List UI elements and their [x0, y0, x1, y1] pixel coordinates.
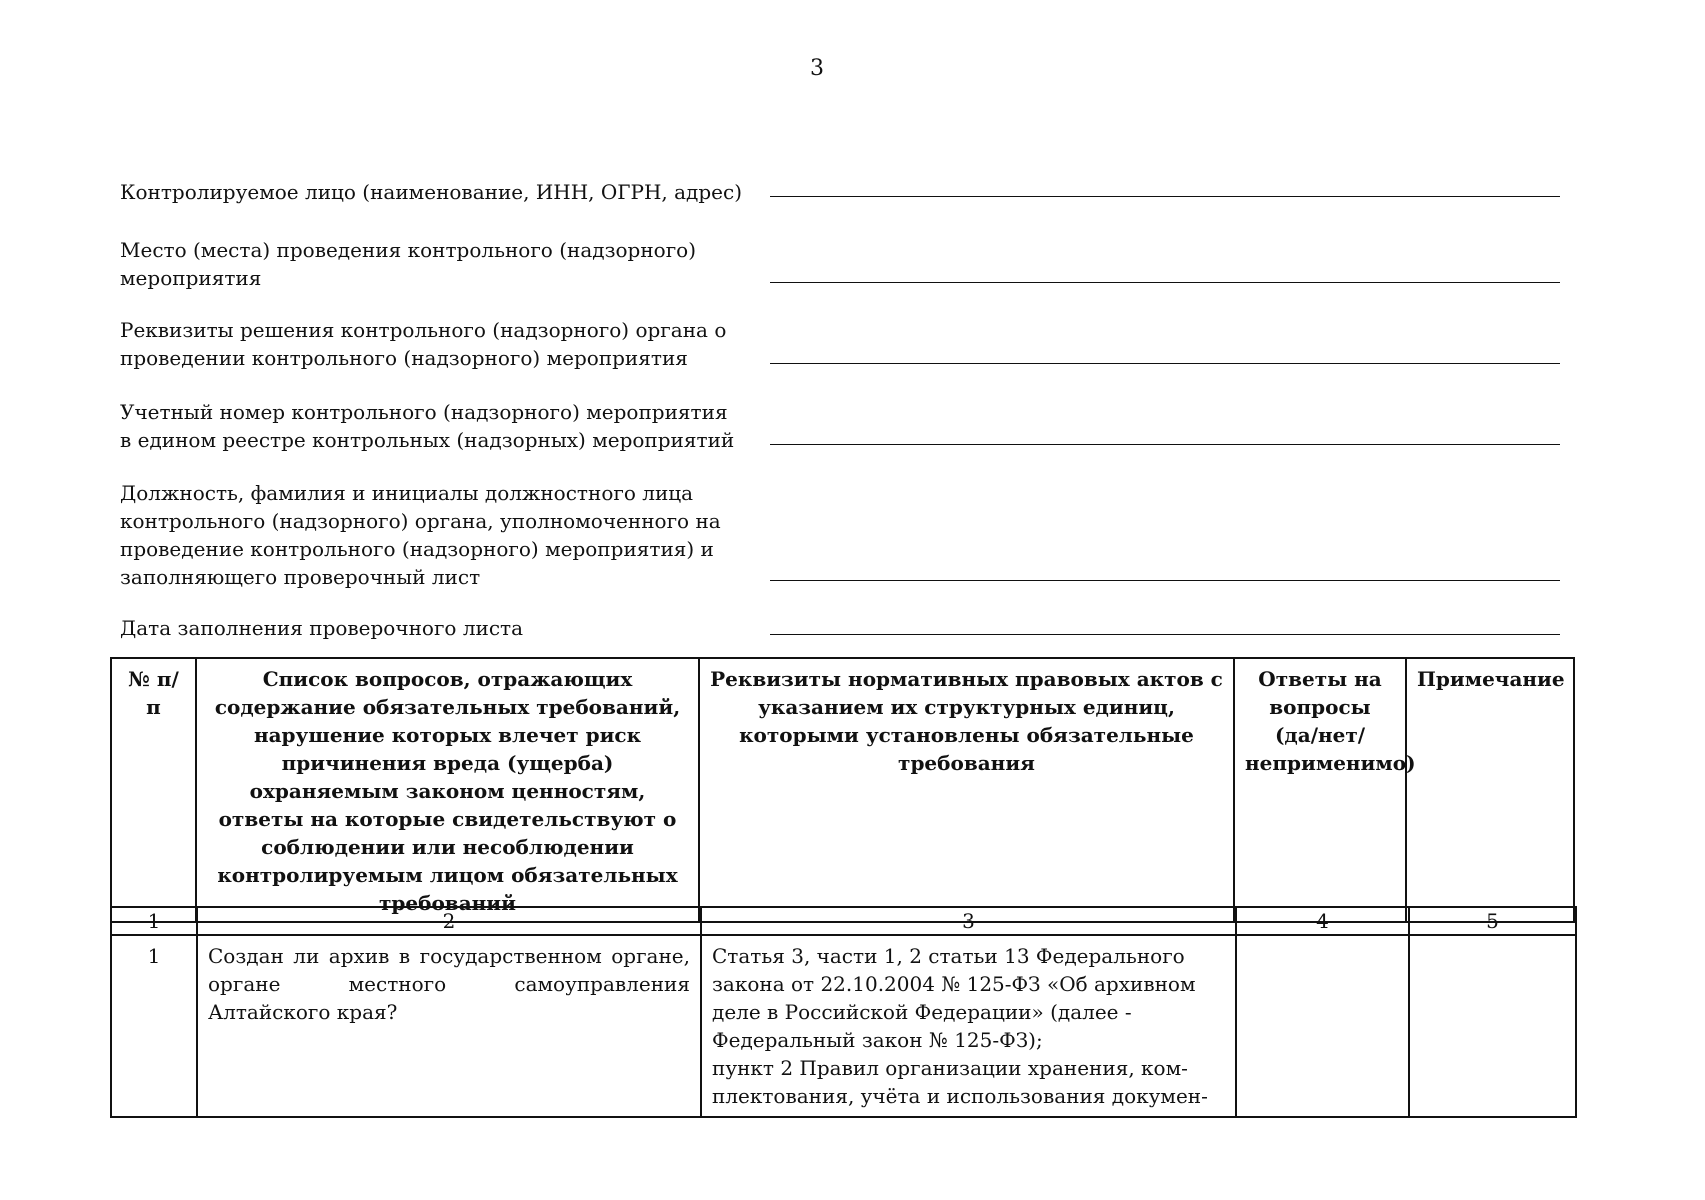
field-fill-date [120, 614, 770, 642]
fill-date-fill-line[interactable] [770, 634, 1560, 635]
checklist-body-table [110, 906, 1577, 1118]
header-number: № п/п [111, 658, 196, 922]
row-legal-acts [701, 935, 1236, 1117]
controlled-person-fill-line[interactable] [770, 196, 1560, 197]
field-label-line: Место (места) проведения контрольного (надзорного) [120, 238, 697, 262]
official-position-fill-line[interactable] [770, 580, 1560, 581]
column-number: 3 [701, 907, 1236, 935]
field-label-line: проведении контрольного (надзорного) мероприятия [120, 346, 688, 370]
column-number: 2 [197, 907, 701, 935]
field-label-line: проведение контрольного (надзорного) мероприятия) и [120, 537, 714, 561]
legal-act-line: пункт 2 Правил организации хранения, ком- [712, 1056, 1188, 1080]
column-number: 5 [1409, 907, 1576, 935]
header-answers: Ответы на вопросы (да/нет/ неприменимо) [1234, 658, 1406, 922]
field-controlled-person [120, 178, 770, 206]
field-label-line: Учетный номер контрольного (надзорного) мероприятия [120, 400, 728, 424]
legal-act-line: закона от 22.10.2004 № 125-ФЗ «Об архивном [712, 972, 1196, 996]
page-number: 3 [810, 56, 824, 81]
header-legal-acts: Реквизиты нормативных правовых актов с указанием их структурных единиц, которыми установлены обязательные требования [699, 658, 1234, 922]
event-location-fill-line[interactable] [770, 282, 1560, 283]
field-label-line: контрольного (надзорного) органа, уполномоченного на [120, 509, 721, 533]
decision-details-fill-line[interactable] [770, 363, 1560, 364]
header-note: Примечание [1406, 658, 1574, 922]
table-row [111, 935, 1576, 1117]
column-number: 1 [111, 907, 197, 935]
field-label-line: Контролируемое лицо (наименование, ИНН, ОГРН, адрес) [120, 180, 743, 204]
field-label-line: Реквизиты решения контрольного (надзорного) органа о [120, 318, 727, 342]
column-number-row [111, 907, 1576, 935]
field-official-position [120, 479, 770, 591]
field-label-line: Должность, фамилия и инициалы должностного лица [120, 481, 694, 505]
row-number: 1 [111, 935, 197, 1117]
column-number: 4 [1236, 907, 1409, 935]
legal-act-line: деле в Российской Федерации» (далее - [712, 1000, 1132, 1024]
field-label-line: заполняющего проверочный лист [120, 565, 481, 589]
legal-act-line: плектования, учёта и использования докумен- [712, 1084, 1208, 1108]
legal-act-line: Федеральный закон № 125-ФЗ); [712, 1028, 1043, 1052]
field-label-line: Дата заполнения проверочного листа [120, 616, 524, 640]
registry-number-fill-line[interactable] [770, 444, 1560, 445]
field-decision-details [120, 316, 770, 372]
field-label-line: в едином реестре контрольных (надзорных) мероприятий [120, 428, 735, 452]
checklist-header-table [110, 657, 1575, 923]
legal-act-line: Статья 3, части 1, 2 статьи 13 Федерального [712, 944, 1185, 968]
field-event-location [120, 236, 770, 292]
header-questions: Список вопросов, отражающих содержание обязательных требований, нарушение которых влечет риск причинения вреда (ущерба) охраняемым законом ценностям, ответы на которые свидетельствуют о соблюдении или несоблюдении контролируемым лицом обязательных требований [196, 658, 699, 922]
row-answer-cell[interactable] [1236, 935, 1409, 1117]
row-note-cell[interactable] [1409, 935, 1576, 1117]
row-question: Создан ли архив в государственном органе, органе местного самоуправления Алтайского края? [197, 935, 701, 1117]
field-registry-number [120, 398, 770, 454]
field-label-line: мероприятия [120, 266, 262, 290]
